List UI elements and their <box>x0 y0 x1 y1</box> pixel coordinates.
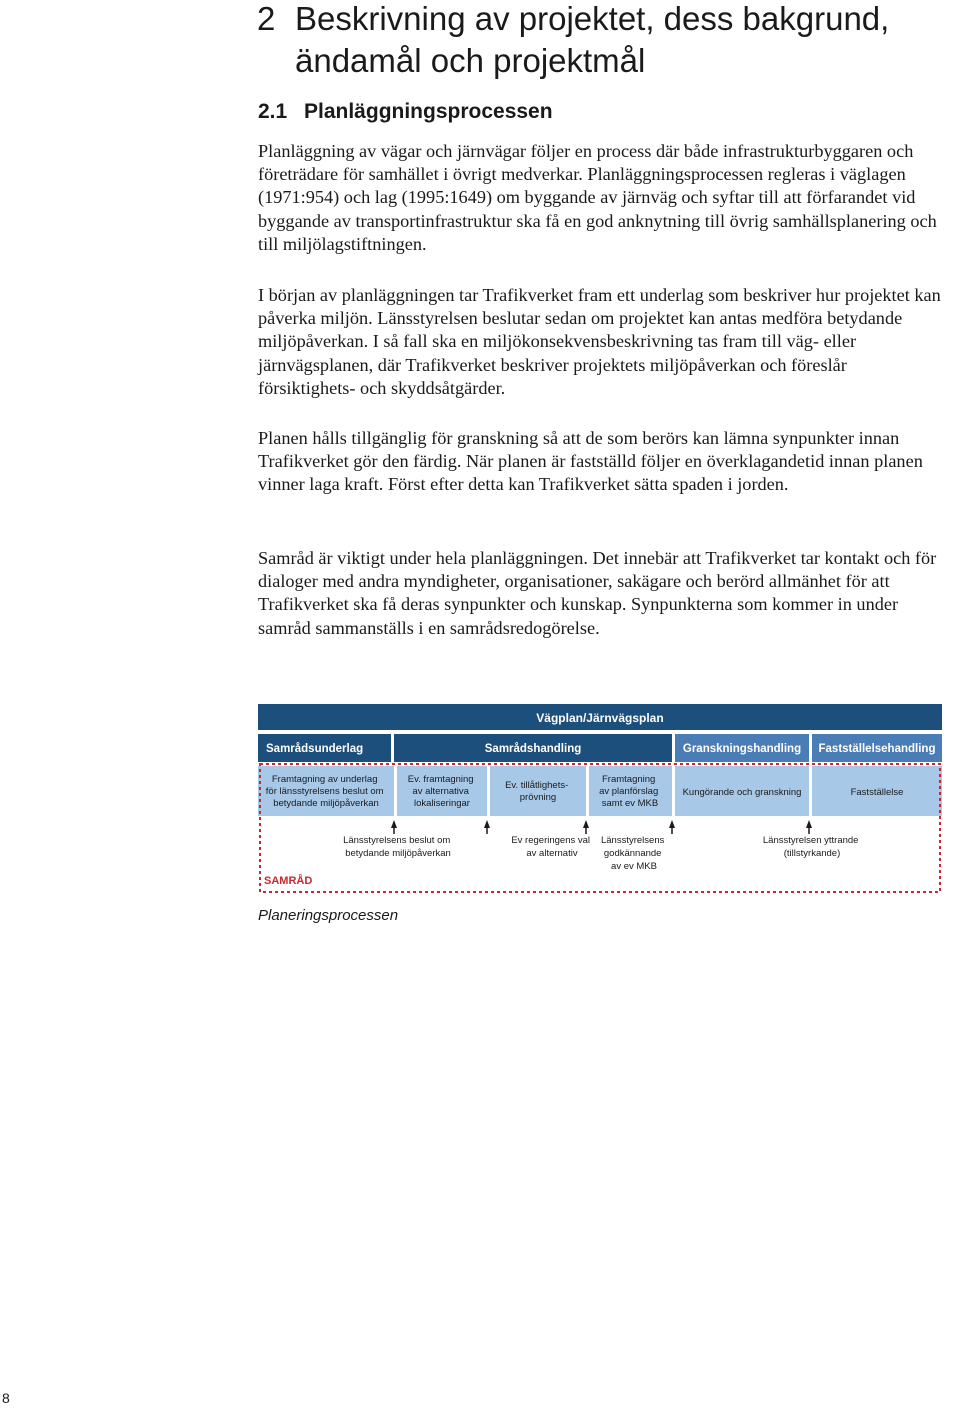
section-title: Planläggningsprocessen <box>304 100 553 123</box>
step-box-3 <box>490 766 586 816</box>
milestone-arrow-4 <box>669 820 675 828</box>
chapter-title-line1: Beskrivning av projektet, dess bakgrund, <box>295 0 890 37</box>
paragraph-1: Planläggning av vägar och järnvägar följer en process där både infrastrukturbyggaren och företrädare för samhället i övrigt medverkar. Planläggningsprocessen regleras i väglagen (1971:954) och lag (1995:1649) om byggande av järnväg och syftar till att förfarandet vid byggande av transportinfrastruktur ska få en god anknytning till övrig samhällsplanering och till miljölagstiftningen. <box>258 141 937 254</box>
phase-label-2: Samrådshandling <box>484 743 582 755</box>
planning-process-diagram <box>258 704 942 894</box>
paragraph-4: Samråd är viktigt under hela planläggningen. Det innebär att Trafikverket tar kontakt och för dialoger med andra myndigheter, organisationer, sakägare och berörd allmänhet för att Trafikverket ska få deras synpunkter och kunskap. Synpunkterna som kommer in under samråd sammanställs i en samrådsredogörelse. <box>258 548 937 638</box>
diagram-title: Vägplan/Järnvägsplan <box>536 711 664 725</box>
step-text-5: Kungörande och granskning <box>682 787 802 798</box>
diagram-svg <box>258 704 942 894</box>
milestone-text-1: Länsstyrelsens beslut om betydande miljöpåverkan <box>343 835 451 859</box>
paragraph-3: Planen hålls tillgänglig för granskning så att de som berörs kan lämna synpunkter innan Trafikverket gör den färdig. När planen är fastställd följer en överklagandetid innan planen vinner laga kraft. Först efter detta kan Trafikverket sätta spaden i jorden. <box>258 428 923 495</box>
step-text-2: Ev. framtagning av alternativa lokaliseringar <box>407 774 474 809</box>
chapter-heading <box>257 0 947 82</box>
phase-label-3: Granskningshandling <box>682 743 802 755</box>
samrad-label: SAMRÅD <box>264 875 313 887</box>
chapter-number: 2 <box>257 0 276 37</box>
chapter-title-line2: ändamål och projektmål <box>295 42 646 79</box>
phase-label-4: Fastställelsehandling <box>818 743 936 755</box>
milestone-text-3: Länsstyrelsens godkännande av ev MKB <box>600 835 665 872</box>
milestone-arrow-2 <box>484 820 490 828</box>
milestone-arrows <box>391 820 812 834</box>
milestone-text-4: Länsstyrelsen yttrande (tillstyrkande) <box>762 835 859 859</box>
milestone-arrow-1 <box>391 820 397 828</box>
milestone-text-2: Ev regeringens val av alternativ <box>511 835 591 859</box>
paragraph-2: I början av planläggningen tar Trafikverket fram ett underlag som beskriver hur projektet kan påverka miljön. Länsstyrelsen beslutar sedan om projektet kan antas medföra betydande miljöpåverkan. I så fall ska en miljökonsekvensbeskrivning tas fram till väg- eller järnvägsplanen, där Trafikverket beskriver projektets miljöpåverkan och föreslår försiktighets- och skyddsåtgärder. <box>258 285 941 398</box>
step-text-4: Framtagning av planförslag samt ev MKB <box>599 774 659 809</box>
milestone-arrow-3 <box>583 820 589 828</box>
figure-caption: Planeringsprocessen <box>258 907 399 924</box>
step-text-1: Framtagning av underlag för länsstyrelsens beslut om betydande miljöpåverkan <box>265 774 384 809</box>
section-number: 2.1 <box>258 100 288 123</box>
step-text-6: Fastställelse <box>850 787 904 798</box>
section-heading <box>258 100 553 124</box>
page-number: 8 <box>2 1390 10 1406</box>
phase-label-1: Samrådsunderlag <box>266 743 364 755</box>
milestone-arrow-5 <box>806 820 812 828</box>
step-text-3: Ev. tillåtlighets- prövning <box>505 780 569 803</box>
